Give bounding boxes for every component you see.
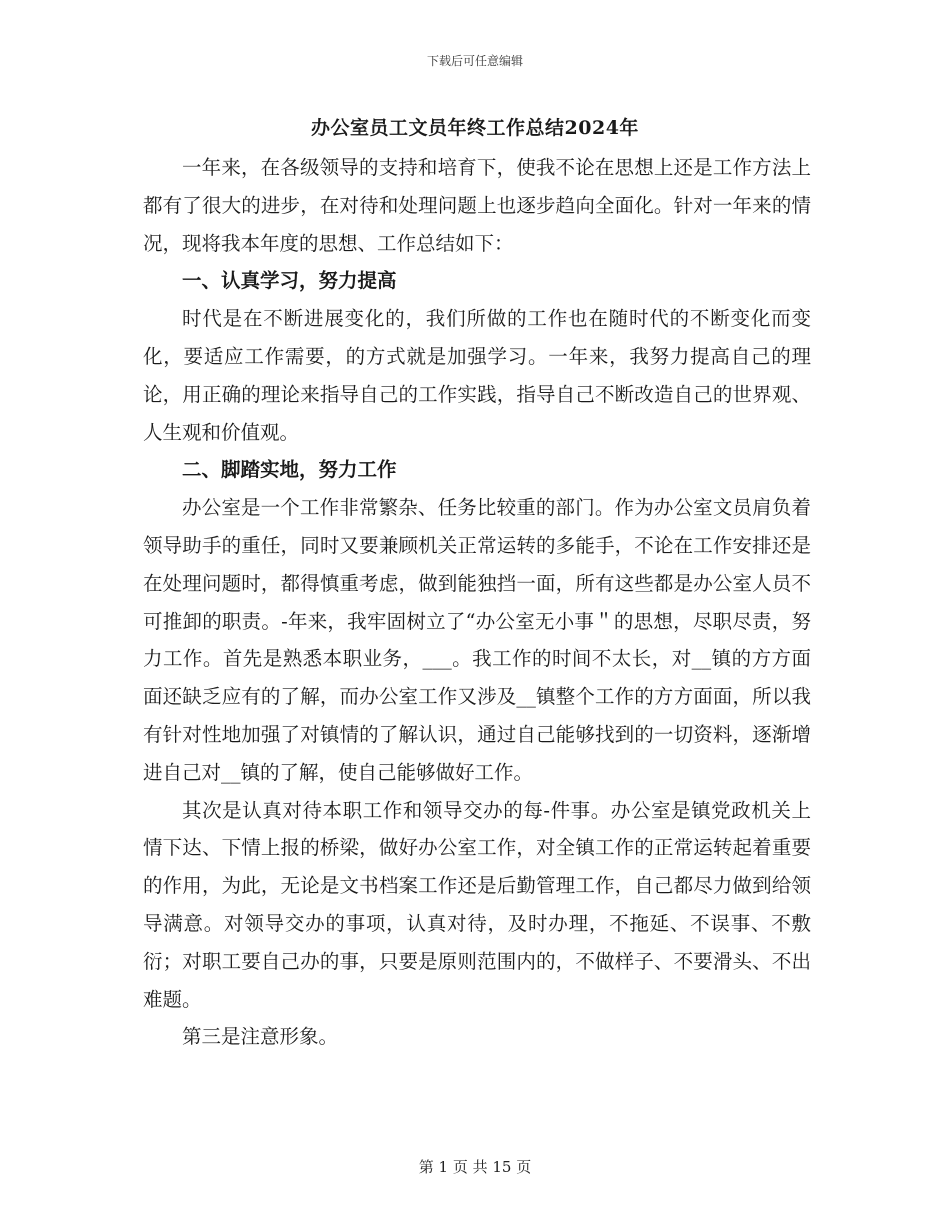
section-heading-2: 二、脚踏实地，努力工作 — [182, 458, 397, 482]
page-number: 第 1 页 共 15 页 — [418, 1158, 532, 1176]
section-2-paragraph-2: 其次是认真对待本职工作和领导交办的每-件事。办公室是镇党政机关上情下达、下情上报的桥梁，做好办公室工作，对全镇工作的正常运转起着重要的作用，为此，无论是文书档案工作还是后勤管理工作，自己都尽力做到给领导满意。对领导交办的事项，认真对待，及时办理，不拖延、不误事、不敷衍；对职工要自己办的事，只要是原则范围内的，不做样子、不要滑头、不出难题。 — [143, 798, 811, 1011]
section-2-paragraph-3: 第三是注意形象。 — [182, 1025, 339, 1049]
intro-paragraph: 一年来，在各级领导的支持和培育下，使我不论在思想上还是工作方法上都有了很大的进步，在对待和处理问题上也逐步趋向全面化。针对一年来的情况，现将我本年度的思想、工作总结如下： — [143, 156, 811, 255]
section-1-paragraph: 时代是在不断进展变化的，我们所做的工作也在随时代的不断变化而变化，要适应工作需要，的方式就是加强学习。一年来，我努力提高自己的理论，用正确的理论来指导自己的工作实践，指导自己不断改造自己的世界观、人生观和价值观。 — [143, 307, 811, 444]
section-heading-1: 一、认真学习，努力提高 — [182, 269, 397, 293]
document-body — [143, 149, 811, 1056]
document-title: 办公室员工文员年终工作总结2024年 — [311, 117, 639, 139]
header-note: 下载后可任意编辑 — [426, 54, 523, 68]
section-2-paragraph-1: 办公室是一个工作非常繁杂、任务比较重的部门。作为办公室文员肩负着领导助手的重任，同时又要兼顾机关正常运转的多能手，不论在工作安排还是在处理问题时，都得慎重考虑，做到能独挡一面，所有这些都是办公室人员不可推卸的职责。-年来，我牢固树立了“办公室无小事＂的思想，尽职尽责，努力工作。首先是熟悉本职业务，___。我工作的时间不太长，对__镇的方方面面还缺乏应有的了解，而办公室工作又涉及__镇整个工作的方方面面，所以我有针对性地加强了对镇情的了解认识，通过自己能够找到的一切资料，逐渐增进自己对__镇的了解，使自己能够做好工作。 — [143, 496, 811, 784]
